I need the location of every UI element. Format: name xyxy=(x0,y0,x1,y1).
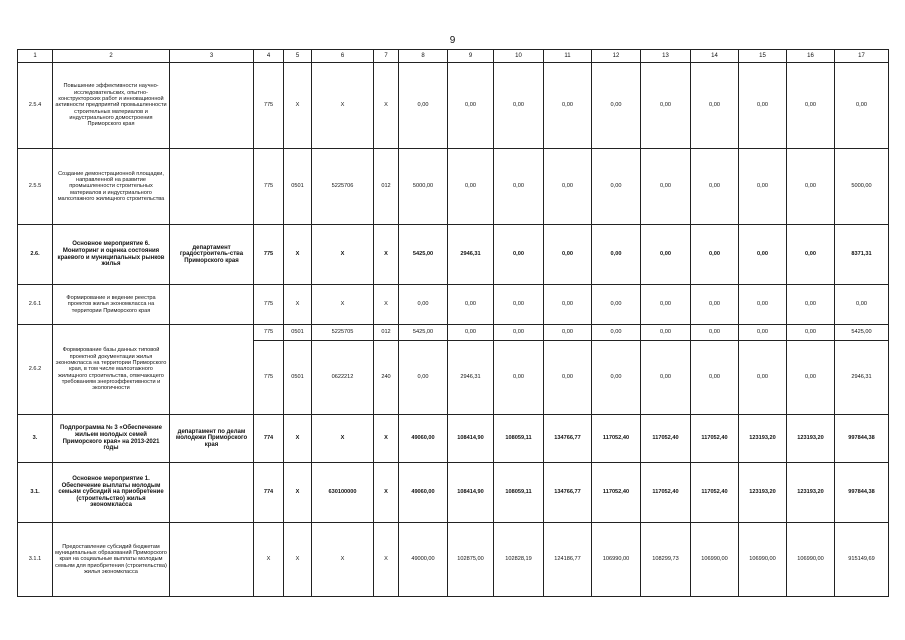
cell-value: 0,00 xyxy=(787,341,835,415)
cell-value: 0,00 xyxy=(448,63,494,149)
cell-value: 5425,00 xyxy=(399,325,448,341)
cell-grbs: 774 xyxy=(254,463,284,523)
row-number: 3.1. xyxy=(18,463,53,523)
row-responsible xyxy=(170,149,254,225)
cell-value: 0,00 xyxy=(448,149,494,225)
cell-value: 0,00 xyxy=(739,149,787,225)
cell-grbs: 775 xyxy=(254,325,284,341)
program-table xyxy=(17,49,889,597)
row-number: 3.1.1 xyxy=(18,523,53,597)
table-row xyxy=(18,325,889,341)
cell-grbs: 775 xyxy=(254,63,284,149)
cell-value: 123193,20 xyxy=(739,415,787,463)
cell-value: 117052,40 xyxy=(641,463,691,523)
cell-value: 0,00 xyxy=(494,225,544,285)
cell-value: 102828,19 xyxy=(494,523,544,597)
cell-value: 0,00 xyxy=(494,325,544,341)
row-number: 2.5.5 xyxy=(18,149,53,225)
cell-value: 0,00 xyxy=(494,149,544,225)
cell-value: 0,00 xyxy=(592,341,641,415)
cell-rz: X xyxy=(284,415,312,463)
cell-value: 106990,00 xyxy=(739,523,787,597)
row-name: Основное мероприятие 6. Мониторинг и оценка состояния краевого и муниципальных рынков жилья xyxy=(53,225,170,285)
row-responsible xyxy=(170,523,254,597)
cell-value: 0,00 xyxy=(592,285,641,325)
cell-value: 0,00 xyxy=(787,325,835,341)
cell-rz: 0501 xyxy=(284,149,312,225)
col-header: 5 xyxy=(284,50,312,63)
col-header: 10 xyxy=(494,50,544,63)
cell-vr: X xyxy=(374,225,399,285)
cell-value: 0,00 xyxy=(448,325,494,341)
cell-value: 0,00 xyxy=(787,225,835,285)
cell-value: 124186,77 xyxy=(544,523,592,597)
row-number: 2.5.4 xyxy=(18,63,53,149)
col-header: 7 xyxy=(374,50,399,63)
cell-total: 997844,38 xyxy=(835,415,889,463)
cell-value: 108414,90 xyxy=(448,415,494,463)
cell-value: 0,00 xyxy=(691,285,739,325)
cell-value: 0,00 xyxy=(739,63,787,149)
cell-value: 0,00 xyxy=(641,149,691,225)
cell-value: 117052,40 xyxy=(691,463,739,523)
cell-vr: 012 xyxy=(374,325,399,341)
page-number: 9 xyxy=(449,35,456,46)
cell-value: 5425,00 xyxy=(399,225,448,285)
cell-total: 5425,00 xyxy=(835,325,889,341)
cell-value: 0,00 xyxy=(691,325,739,341)
row-name: Основное мероприятие 1. Обеспечение выплаты молодым семьям субсидий на приобретение (строительство) жилья экономкласса xyxy=(53,463,170,523)
cell-value: 117052,40 xyxy=(592,415,641,463)
cell-vr: X xyxy=(374,523,399,597)
row-name: Формирование и ведение реестра проектов жилья экономкласса на территории Приморского края xyxy=(53,285,170,325)
col-header: 8 xyxy=(399,50,448,63)
cell-vr: 240 xyxy=(374,341,399,415)
cell-grbs: X xyxy=(254,523,284,597)
cell-value: 0,00 xyxy=(544,149,592,225)
cell-value: 49060,00 xyxy=(399,463,448,523)
cell-value: 0,00 xyxy=(494,63,544,149)
cell-value: 106990,00 xyxy=(787,523,835,597)
col-header: 15 xyxy=(739,50,787,63)
row-responsible xyxy=(170,325,254,415)
cell-csr: X xyxy=(312,225,374,285)
cell-value: 49000,00 xyxy=(399,523,448,597)
cell-value: 106990,00 xyxy=(592,523,641,597)
row-name: Повышение эффективности научно-исследовательских, опытно-конструкторских работ и инновационной активности предприятий промышленности строительных материалов и индустриального домостроения Приморского края xyxy=(53,63,170,149)
cell-value: 0,00 xyxy=(544,63,592,149)
cell-value: 134766,77 xyxy=(544,463,592,523)
cell-grbs: 775 xyxy=(254,285,284,325)
cell-csr: X xyxy=(312,415,374,463)
cell-value: 0,00 xyxy=(494,285,544,325)
cell-value: 0,00 xyxy=(399,285,448,325)
col-header: 2 xyxy=(53,50,170,63)
cell-value: 49060,00 xyxy=(399,415,448,463)
cell-csr: 5225705 xyxy=(312,325,374,341)
cell-csr: X xyxy=(312,285,374,325)
col-header: 17 xyxy=(835,50,889,63)
cell-value: 0,00 xyxy=(739,225,787,285)
col-header: 11 xyxy=(544,50,592,63)
cell-value: 0,00 xyxy=(691,63,739,149)
cell-csr: 630100000 xyxy=(312,463,374,523)
cell-rz: X xyxy=(284,523,312,597)
cell-value: 0,00 xyxy=(787,149,835,225)
cell-value: 0,00 xyxy=(641,63,691,149)
cell-total: 8371,31 xyxy=(835,225,889,285)
cell-value: 0,00 xyxy=(739,285,787,325)
row-number: 2.6.1 xyxy=(18,285,53,325)
cell-value: 0,00 xyxy=(739,325,787,341)
cell-value: 0,00 xyxy=(592,325,641,341)
cell-rz: X xyxy=(284,63,312,149)
col-header: 14 xyxy=(691,50,739,63)
cell-value: 0,00 xyxy=(787,63,835,149)
col-header: 9 xyxy=(448,50,494,63)
cell-total: 997844,38 xyxy=(835,463,889,523)
cell-value: 0,00 xyxy=(739,341,787,415)
cell-value: 0,00 xyxy=(544,325,592,341)
cell-value: 0,00 xyxy=(691,149,739,225)
cell-value: 0,00 xyxy=(544,225,592,285)
cell-value: 117052,40 xyxy=(592,463,641,523)
cell-total: 0,00 xyxy=(835,285,889,325)
col-header: 3 xyxy=(170,50,254,63)
cell-value: 0,00 xyxy=(641,341,691,415)
cell-value: 0,00 xyxy=(641,285,691,325)
cell-value: 2946,31 xyxy=(448,341,494,415)
table-row xyxy=(18,463,889,523)
cell-csr: 5225706 xyxy=(312,149,374,225)
row-number: 2.6. xyxy=(18,225,53,285)
cell-value: 134766,77 xyxy=(544,415,592,463)
cell-csr: 0622212 xyxy=(312,341,374,415)
cell-value: 0,00 xyxy=(448,285,494,325)
cell-rz: 0501 xyxy=(284,325,312,341)
cell-value: 0,00 xyxy=(691,341,739,415)
cell-value: 0,00 xyxy=(641,225,691,285)
cell-value: 2946,31 xyxy=(448,225,494,285)
cell-value: 108059,11 xyxy=(494,415,544,463)
table-row xyxy=(18,523,889,597)
cell-value: 0,00 xyxy=(592,63,641,149)
row-name: Создание демонстрационной площадки, направленной на развитие промышленности строительных материалов и индустриального малоэтажного жилищного строительства xyxy=(53,149,170,225)
cell-value: 0,00 xyxy=(494,341,544,415)
row-number: 3. xyxy=(18,415,53,463)
cell-grbs: 774 xyxy=(254,415,284,463)
table-row xyxy=(18,285,889,325)
col-header: 12 xyxy=(592,50,641,63)
cell-value: 0,00 xyxy=(544,341,592,415)
col-header: 13 xyxy=(641,50,691,63)
cell-csr: X xyxy=(312,63,374,149)
cell-value: 108414,90 xyxy=(448,463,494,523)
table-row xyxy=(18,63,889,149)
table-row xyxy=(18,149,889,225)
cell-value: 102875,00 xyxy=(448,523,494,597)
cell-value: 0,00 xyxy=(399,63,448,149)
header-row xyxy=(18,50,889,63)
cell-value: 123193,20 xyxy=(739,463,787,523)
row-responsible: департамент по делам молодежи Приморского края xyxy=(170,415,254,463)
cell-value: 0,00 xyxy=(592,149,641,225)
cell-value: 123193,20 xyxy=(787,463,835,523)
cell-grbs: 775 xyxy=(254,149,284,225)
cell-total: 915149,69 xyxy=(835,523,889,597)
cell-value: 5000,00 xyxy=(399,149,448,225)
cell-vr: X xyxy=(374,63,399,149)
row-name: Формирование базы данных типовой проектной документации жилья экономкласса на территории Приморского края, в том числе малоэтажного жилищного строительства, отвечающего требованиям энергоэффективности и экологичности xyxy=(53,325,170,415)
cell-grbs: 775 xyxy=(254,225,284,285)
cell-value: 117052,40 xyxy=(691,415,739,463)
cell-value: 106990,00 xyxy=(691,523,739,597)
cell-vr: X xyxy=(374,285,399,325)
row-name: Предоставление субсидий бюджетам муниципальных образований Приморского края на социальные выплаты молодым семьям для приобретения (строительства) жилья экономкласса xyxy=(53,523,170,597)
cell-total: 5000,00 xyxy=(835,149,889,225)
table-row xyxy=(18,415,889,463)
cell-total: 0,00 xyxy=(835,63,889,149)
row-responsible xyxy=(170,63,254,149)
cell-total: 2946,31 xyxy=(835,341,889,415)
cell-rz: X xyxy=(284,285,312,325)
cell-value: 108299,73 xyxy=(641,523,691,597)
row-responsible xyxy=(170,285,254,325)
cell-csr: X xyxy=(312,523,374,597)
cell-value: 0,00 xyxy=(544,285,592,325)
cell-vr: X xyxy=(374,463,399,523)
row-responsible: департамент градостроитель-ства Приморского края xyxy=(170,225,254,285)
col-header: 1 xyxy=(18,50,53,63)
cell-value: 0,00 xyxy=(641,325,691,341)
cell-value: 0,00 xyxy=(691,225,739,285)
cell-rz: X xyxy=(284,463,312,523)
row-number: 2.6.2 xyxy=(18,325,53,415)
col-header: 6 xyxy=(312,50,374,63)
row-responsible xyxy=(170,463,254,523)
cell-value: 117052,40 xyxy=(641,415,691,463)
table-row xyxy=(18,225,889,285)
cell-value: 108059,11 xyxy=(494,463,544,523)
cell-value: 0,00 xyxy=(787,285,835,325)
cell-value: 0,00 xyxy=(399,341,448,415)
cell-vr: 012 xyxy=(374,149,399,225)
cell-rz: 0501 xyxy=(284,341,312,415)
cell-vr: X xyxy=(374,415,399,463)
cell-value: 0,00 xyxy=(592,225,641,285)
col-header: 16 xyxy=(787,50,835,63)
cell-rz: X xyxy=(284,225,312,285)
cell-grbs: 775 xyxy=(254,341,284,415)
col-header: 4 xyxy=(254,50,284,63)
row-name: Подпрограмма № 3 «Обеспечение жильем молодых семей Приморского края» на 2013-2021 годы xyxy=(53,415,170,463)
cell-value: 123193,20 xyxy=(787,415,835,463)
